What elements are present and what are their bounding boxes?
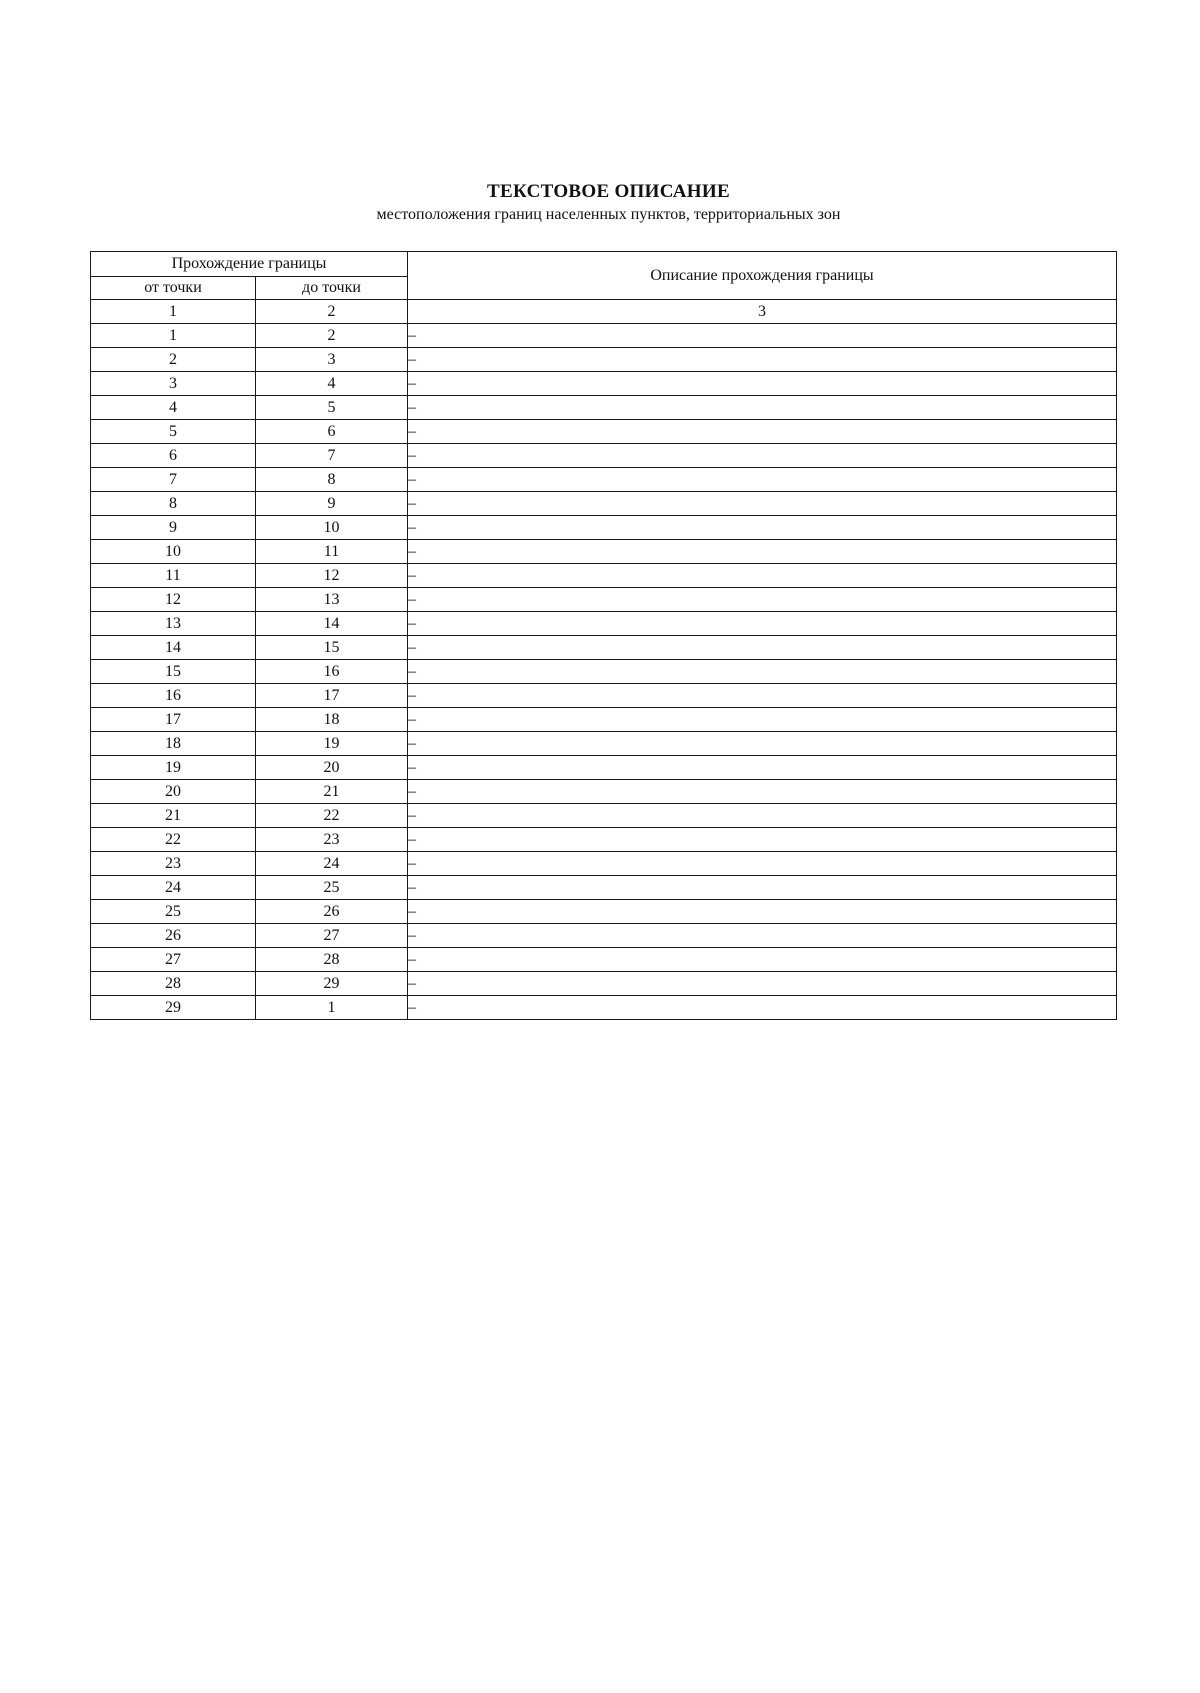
from-point-cell: 5 [91,420,256,444]
table-row [91,780,1117,804]
description-cell: – [408,372,1117,396]
to-point-cell: 1 [256,996,408,1020]
from-point-cell: 3 [91,372,256,396]
table-row [91,924,1117,948]
to-point-cell: 18 [256,708,408,732]
from-point-cell: 28 [91,972,256,996]
description-cell: – [408,348,1117,372]
description-cell: – [408,516,1117,540]
description-cell: – [408,972,1117,996]
from-point-cell: 25 [91,900,256,924]
to-point-cell: 7 [256,444,408,468]
description-cell: – [408,420,1117,444]
to-point-cell: 9 [256,492,408,516]
from-point-cell: 23 [91,852,256,876]
header-boundary-passage: Прохождение границы [91,252,408,277]
column-number-2: 2 [256,300,408,324]
from-point-cell: 24 [91,876,256,900]
description-cell: – [408,732,1117,756]
description-cell: – [408,756,1117,780]
description-cell: – [408,492,1117,516]
header-boundary-description: Описание прохождения границы [408,252,1117,300]
table-row [91,996,1117,1020]
table-row [91,564,1117,588]
description-cell: – [408,396,1117,420]
description-cell: – [408,660,1117,684]
table-row [91,636,1117,660]
from-point-cell: 10 [91,540,256,564]
to-point-cell: 15 [256,636,408,660]
table-row [91,828,1117,852]
from-point-cell: 16 [91,684,256,708]
to-point-cell: 21 [256,780,408,804]
from-point-cell: 19 [91,756,256,780]
table-row [91,420,1117,444]
header-row-group [91,252,1117,277]
table-row [91,324,1117,348]
to-point-cell: 23 [256,828,408,852]
column-number-3: 3 [408,300,1117,324]
from-point-cell: 20 [91,780,256,804]
to-point-cell: 19 [256,732,408,756]
description-cell: – [408,996,1117,1020]
description-cell: – [408,468,1117,492]
header-from-point: от точки [91,277,256,300]
description-cell: – [408,852,1117,876]
column-numbers-row [91,300,1117,324]
from-point-cell: 12 [91,588,256,612]
to-point-cell: 17 [256,684,408,708]
table-row [91,900,1117,924]
table-row [91,804,1117,828]
table-row [91,660,1117,684]
table-row [91,876,1117,900]
to-point-cell: 20 [256,756,408,780]
from-point-cell: 29 [91,996,256,1020]
from-point-cell: 1 [91,324,256,348]
document-subtitle: местоположения границ населенных пунктов, территориальных зон [376,206,841,223]
from-point-cell: 15 [91,660,256,684]
to-point-cell: 26 [256,900,408,924]
description-cell: – [408,804,1117,828]
from-point-cell: 9 [91,516,256,540]
to-point-cell: 4 [256,372,408,396]
description-cell: – [408,948,1117,972]
table-body [91,324,1117,1020]
to-point-cell: 10 [256,516,408,540]
description-cell: – [408,444,1117,468]
table-row [91,684,1117,708]
table-row [91,588,1117,612]
boundary-description-table [90,251,1117,1020]
table-row [91,516,1117,540]
to-point-cell: 24 [256,852,408,876]
table-row [91,972,1117,996]
table-row [91,372,1117,396]
from-point-cell: 11 [91,564,256,588]
table-row [91,612,1117,636]
from-point-cell: 2 [91,348,256,372]
description-cell: – [408,564,1117,588]
description-cell: – [408,540,1117,564]
table-row [91,396,1117,420]
description-cell: – [408,612,1117,636]
from-point-cell: 22 [91,828,256,852]
from-point-cell: 14 [91,636,256,660]
description-cell: – [408,876,1117,900]
from-point-cell: 27 [91,948,256,972]
document-title: ТЕКСТОВОЕ ОПИСАНИЕ [487,181,730,202]
table-row [91,756,1117,780]
from-point-cell: 6 [91,444,256,468]
to-point-cell: 8 [256,468,408,492]
header-to-point: до точки [256,277,408,300]
table-row [91,708,1117,732]
description-cell: – [408,684,1117,708]
to-point-cell: 5 [256,396,408,420]
table-row [91,732,1117,756]
from-point-cell: 21 [91,804,256,828]
to-point-cell: 13 [256,588,408,612]
description-cell: – [408,900,1117,924]
description-cell: – [408,924,1117,948]
to-point-cell: 16 [256,660,408,684]
to-point-cell: 29 [256,972,408,996]
description-cell: – [408,708,1117,732]
to-point-cell: 27 [256,924,408,948]
table-row [91,948,1117,972]
from-point-cell: 17 [91,708,256,732]
description-cell: – [408,828,1117,852]
to-point-cell: 14 [256,612,408,636]
table-row [91,444,1117,468]
table-row [91,540,1117,564]
column-number-1: 1 [91,300,256,324]
from-point-cell: 26 [91,924,256,948]
description-cell: – [408,636,1117,660]
description-cell: – [408,588,1117,612]
to-point-cell: 6 [256,420,408,444]
table-row [91,492,1117,516]
description-cell: – [408,780,1117,804]
table-row [91,348,1117,372]
from-point-cell: 7 [91,468,256,492]
table-row [91,468,1117,492]
to-point-cell: 11 [256,540,408,564]
to-point-cell: 25 [256,876,408,900]
to-point-cell: 28 [256,948,408,972]
to-point-cell: 2 [256,324,408,348]
to-point-cell: 22 [256,804,408,828]
table-header [91,252,1117,324]
from-point-cell: 13 [91,612,256,636]
table-row [91,852,1117,876]
from-point-cell: 18 [91,732,256,756]
to-point-cell: 12 [256,564,408,588]
description-cell: – [408,324,1117,348]
to-point-cell: 3 [256,348,408,372]
from-point-cell: 4 [91,396,256,420]
from-point-cell: 8 [91,492,256,516]
